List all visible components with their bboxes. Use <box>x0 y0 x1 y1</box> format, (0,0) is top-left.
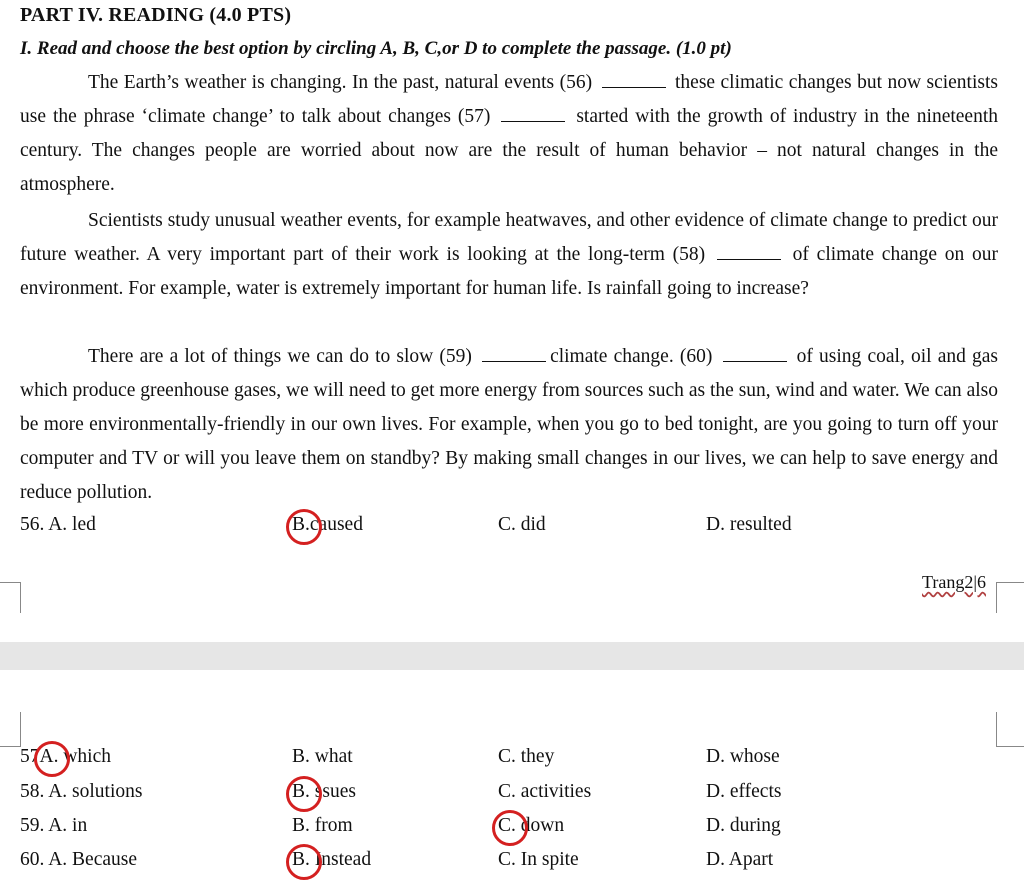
q57-option-b[interactable]: B. what <box>292 746 353 767</box>
question-59 <box>20 815 1010 847</box>
blank-59 <box>482 345 546 362</box>
paragraph-1: The Earth’s weather is changing. In the past, natural events (56) these climatic changes but now scientists use the phrase ‘climate change’ to talk about changes (57) started with the growth of industry in the nineteenth century. The changes people are worried about now are the result of human behavior – not natural changes in the atmosphere. <box>20 72 998 195</box>
answer-circle: C. <box>498 815 516 836</box>
section-title: PART IV. READING (4.0 PTS) <box>20 4 292 26</box>
q58-option-b[interactable]: B. ssues <box>292 781 356 802</box>
q56-option-b[interactable]: B.caused <box>292 514 363 535</box>
q59-option-a[interactable]: 59. A. in <box>20 815 88 836</box>
blank-56 <box>602 71 666 88</box>
answer-circle: B. <box>292 849 310 870</box>
q58-option-a[interactable]: 58. A. solutions <box>20 781 143 802</box>
q58-option-d[interactable]: D. effects <box>706 781 782 802</box>
q60-option-a[interactable]: 60. A. Because <box>20 849 137 870</box>
q58-option-c[interactable]: C. activities <box>498 781 592 802</box>
answer-circle: B. <box>292 781 310 802</box>
q57-option-a[interactable]: 57A. which <box>20 746 111 767</box>
q57-option-d[interactable]: D. whose <box>706 746 780 767</box>
blank-57 <box>501 105 565 122</box>
paragraph-2: Scientists study unusual weather events, for example heatwaves, and other evidence of climate change to predict our future weather. A very important part of their work is looking at the long-term (58) of climate change on our environment. For example, water is extremely important for human life. Is rainfall going to increase? <box>20 210 998 299</box>
blank-60 <box>723 345 787 362</box>
q59-option-c[interactable]: C. down <box>498 815 565 836</box>
q60-option-d[interactable]: D. Apart <box>706 849 774 870</box>
q60-option-c[interactable]: C. In spite <box>498 849 579 870</box>
question-56 <box>20 514 1010 546</box>
paragraph-3: There are a lot of things we can do to slow (59) climate change. (60) of using coal, oil and gas which produce greenhouse gases, we will need to get more energy from sources such as the sun, wind and water. We can also be more environmentally-friendly in our own lives. For example, when you go to bed tonight, are you going to turn off your computer and TV or will you leave them on standby? By making small changes in our lives, we can help to save energy and reduce pollution. <box>20 346 999 503</box>
answer-circle: B. <box>292 514 310 535</box>
page-corner-mark <box>0 712 21 747</box>
q56-option-d[interactable]: D. resulted <box>706 514 792 535</box>
instruction: I. Read and choose the best option by circling A, B, C,or D to complete the passage. (1.0 pt) <box>20 38 732 59</box>
q60-option-b[interactable]: B. Instead <box>292 849 372 870</box>
question-57 <box>20 746 1010 778</box>
q59-option-b[interactable]: B. from <box>292 815 353 836</box>
page-corner-mark <box>0 582 21 613</box>
question-58 <box>20 781 1010 813</box>
q57-option-c[interactable]: C. they <box>498 746 555 767</box>
page-number: Trang2|6 <box>922 572 986 592</box>
blank-58 <box>717 243 781 260</box>
answer-circle: A. <box>39 746 59 767</box>
question-60 <box>20 849 1010 881</box>
q56-option-c[interactable]: C. did <box>498 514 546 535</box>
page-corner-mark <box>996 582 1024 613</box>
page-gap <box>0 642 1024 670</box>
page-corner-mark <box>996 712 1024 747</box>
q59-option-d[interactable]: D. during <box>706 815 781 836</box>
q56-option-a[interactable]: 56. A. led <box>20 514 96 535</box>
